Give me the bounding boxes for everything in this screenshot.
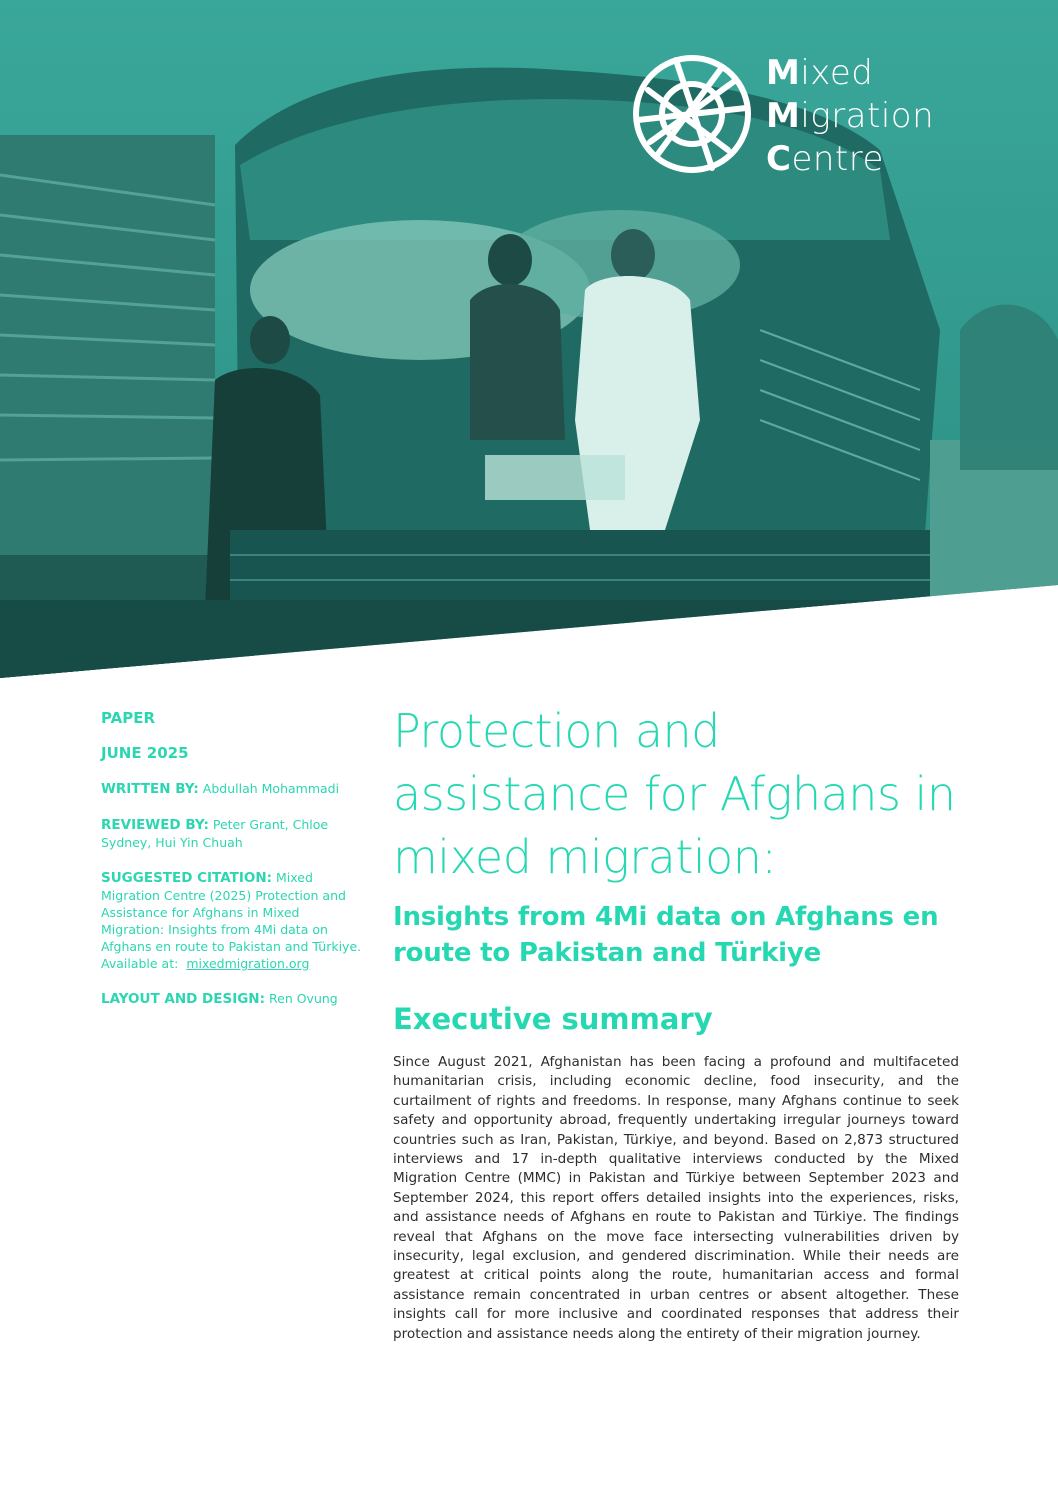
citation-link[interactable]: mixedmigration.org: [186, 956, 310, 971]
layout-label: LAYOUT AND DESIGN:: [101, 991, 266, 1007]
author-name: Abdullah Mohammadi: [202, 781, 340, 796]
executive-summary-text: Since August 2021, Afghanistan has been facing a profound and multifaceted humanitarian crisis, including economic decline, food insecurity, and the curtailment of rights and freedoms. In response, many Afghans continue to seek safety and opportunity abroad, frequently undertaking irregular journeys toward countries such as Iran, Pakistan, Türkiye, and beyond. Based on 2,873 structured interviews and 17 in-depth qualitative interviews conducted by the Mixed Migration Centre (MMC) in Pakistan and Türkiye between September 2023 and September 2024, this report offers detailed insights into the experiences, risks, and assistance needs of Afghans en route to Pakistan and Türkiye. The findings reveal that Afghans on the move face intersecting vulnerabilities driven by insecurity, legal exclusion, and gendered discrimination. While their needs are greatest at critical points along the route, humanitarian access and formal assistance remain concentrated in urban centres or absent altogether. These insights call for more inclusive and coordinated responses that address their protection and assistance needs along the entirety of their migration journey.: [393, 1054, 959, 1342]
wordmark-initial: M: [766, 96, 801, 136]
reviewer-names: Peter Grant, Chloe Sydney, Hui Yin Chuah: [101, 817, 329, 850]
designer-name: Ren Ovung: [269, 991, 338, 1006]
reviewed-by: [101, 816, 363, 851]
citation-label: SUGGESTED CITATION:: [101, 870, 273, 886]
reviewed-by-label: REVIEWED BY:: [101, 817, 209, 833]
written-by-label: WRITTEN BY:: [101, 781, 199, 797]
cover-photo: [0, 0, 1058, 690]
wordmark-mixed: ixed: [800, 53, 874, 93]
document-subtitle: Insights from 4Mi data on Afghans en route to Pakistan and Türkiye: [393, 902, 939, 968]
document-title: Protection and assistance for Afghans in mixed migration:: [393, 704, 956, 884]
wordmark-initial: M: [766, 53, 801, 93]
main-content: [393, 700, 963, 1344]
wordmark-initial: C: [766, 139, 792, 179]
suggested-citation: [101, 869, 363, 972]
document-metadata: [101, 710, 363, 1026]
publication-date: JUNE 2025: [101, 744, 189, 762]
mmc-wordmark: [766, 52, 934, 181]
written-by: [101, 780, 363, 798]
layout-design: [101, 990, 363, 1008]
wordmark-migration: igration: [800, 96, 935, 136]
wordmark-centre: entre: [791, 139, 884, 179]
document-type: PAPER: [101, 709, 156, 727]
mmc-emblem-icon: [628, 50, 756, 178]
section-heading: Executive summary: [393, 1002, 713, 1036]
mmc-logo: [628, 50, 968, 190]
citation-text: Mixed Migration Centre (2025) Protection and Assistance for Afghans in Mixed Migration: Insights from 4Mi data on Afghans en route to Pakistan and Türkiye. Available at:: [101, 870, 362, 971]
